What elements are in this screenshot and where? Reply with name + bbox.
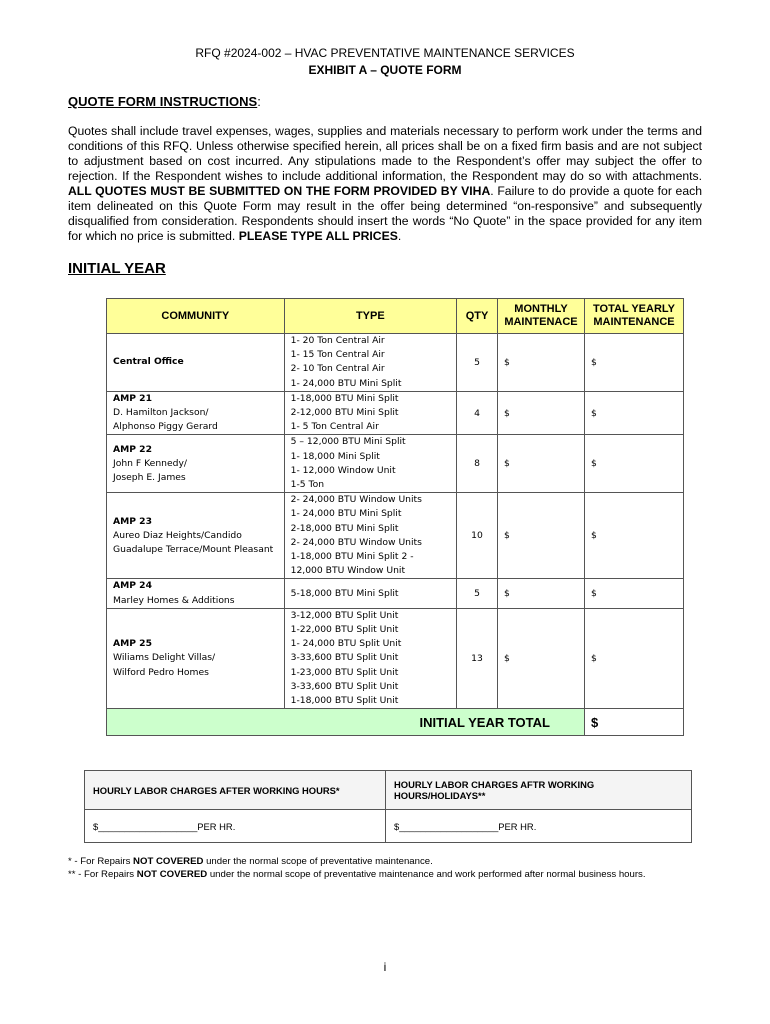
community-cell: AMP 24 Marley Homes & Additions <box>107 579 285 608</box>
monthly-cell[interactable]: $ <box>498 334 585 392</box>
monthly-cell[interactable]: $ <box>498 493 585 579</box>
table-row <box>107 391 684 435</box>
header-monthly: MONTHLY MAINTENACE <box>498 299 585 334</box>
total-row <box>107 709 684 736</box>
type-cell: 3-12,000 BTU Split Unit 1-22,000 BTU Split Unit 1- 24,000 BTU Split Unit 3-33,600 BTU Split Unit 1-23,000 BTU Split Unit 3-33,600 BTU Split Unit 1-18,000 BTU Split Unit <box>284 608 456 708</box>
instructions-paragraph: Quotes shall include travel expenses, wages, supplies and materials necessary to perform work under the terms and conditions of this RFQ. Unless otherwise specified herein, all prices shall be on a fixed firm basis and are not subject to adjustment based on cost incurred. Any stipulations made to the Respondent’s offer may subject the offer to rejection. If the Respondent wishes to include additional information, the Respondent may do so with attachments. ALL QUOTES MUST BE SUBMITTED ON THE FORM PROVIDED BY VIHA. Failure to do provide a quote for each item delineated on this Quote Form may result in the offer being determined “on-responsive” and subsequently disqualified from consideration. Respondents should insert the words “No Quote” in the space provided for any item for which no price is submitted. PLEASE TYPE ALL PRICES. <box>68 124 702 243</box>
community-cell: AMP 25 Wiliams Delight Villas/ Wilford Pedro Homes <box>107 608 285 708</box>
yearly-cell[interactable]: $ <box>584 391 683 435</box>
qty-cell: 10 <box>457 493 498 579</box>
yearly-cell[interactable]: $ <box>584 334 683 392</box>
quote-table-header <box>107 299 684 334</box>
instructions-heading: QUOTE FORM INSTRUCTIONS: <box>68 94 261 109</box>
qty-cell: 5 <box>457 579 498 608</box>
table-row <box>107 579 684 608</box>
community-cell: Central Office <box>107 334 285 392</box>
yearly-cell[interactable]: $ <box>584 579 683 608</box>
monthly-cell[interactable]: $ <box>498 391 585 435</box>
labor-after-hours-header: HOURLY LABOR CHARGES AFTER WORKING HOURS* <box>85 771 386 810</box>
page-number: i <box>383 960 387 974</box>
yearly-cell[interactable]: $ <box>584 435 683 493</box>
yearly-cell[interactable]: $ <box>584 493 683 579</box>
total-label: INITIAL YEAR TOTAL <box>107 709 585 736</box>
table-row <box>107 435 684 493</box>
labor-after-hours-field[interactable]: $___________________PER HR. <box>85 810 386 843</box>
monthly-cell[interactable]: $ <box>498 579 585 608</box>
exhibit-title: EXHIBIT A – QUOTE FORM <box>308 63 462 77</box>
total-value[interactable]: $ <box>584 709 683 736</box>
header-community: COMMUNITY <box>107 299 285 334</box>
community-cell: AMP 23 Aureo Diaz Heights/Candido Guadalupe Terrace/Mount Pleasant <box>107 493 285 579</box>
labor-charges-table <box>84 770 692 843</box>
header-yearly: TOTAL YEARLY MAINTENANCE <box>584 299 683 334</box>
section-title: INITIAL YEAR <box>68 260 166 277</box>
qty-cell: 4 <box>457 391 498 435</box>
community-cell: AMP 22 John F Kennedy/ Joseph E. James <box>107 435 285 493</box>
type-cell: 2- 24,000 BTU Window Units 1- 24,000 BTU Mini Split 2-18,000 BTU Mini Split 2- 24,000 BTU Window Units 1-18,000 BTU Mini Split 2 - 12,000 BTU Window Unit <box>284 493 456 579</box>
type-cell: 1-18,000 BTU Mini Split 2-12,000 BTU Mini Split 1- 5 Ton Central Air <box>284 391 456 435</box>
header-qty: QTY <box>457 299 498 334</box>
type-cell: 5 – 12,000 BTU Mini Split 1- 18,000 Mini Split 1- 12,000 Window Unit 1-5 Ton <box>284 435 456 493</box>
footnote-2: ** - For Repairs NOT COVERED under the normal scope of preventative maintenance and work performed after normal business hours. <box>68 869 646 880</box>
table-row <box>107 493 684 579</box>
yearly-cell[interactable]: $ <box>584 608 683 708</box>
header-type: TYPE <box>284 299 456 334</box>
qty-cell: 13 <box>457 608 498 708</box>
table-row <box>107 608 684 708</box>
table-row <box>107 334 684 392</box>
footnote-1: * - For Repairs NOT COVERED under the normal scope of preventative maintenance. <box>68 856 433 867</box>
community-cell: AMP 21 D. Hamilton Jackson/ Alphonso Piggy Gerard <box>107 391 285 435</box>
quote-table <box>106 298 684 736</box>
type-cell: 1- 20 Ton Central Air 1- 15 Ton Central Air 2- 10 Ton Central Air 1- 24,000 BTU Mini Split <box>284 334 456 392</box>
labor-holidays-field[interactable]: $___________________PER HR. <box>386 810 692 843</box>
monthly-cell[interactable]: $ <box>498 608 585 708</box>
qty-cell: 5 <box>457 334 498 392</box>
qty-cell: 8 <box>457 435 498 493</box>
labor-holidays-header: HOURLY LABOR CHARGES AFTR WORKING HOURS/HOLIDAYS** <box>386 771 692 810</box>
type-cell: 5-18,000 BTU Mini Split <box>284 579 456 608</box>
monthly-cell[interactable]: $ <box>498 435 585 493</box>
rfq-title: RFQ #2024-002 – HVAC PREVENTATIVE MAINTENANCE SERVICES <box>195 46 575 60</box>
